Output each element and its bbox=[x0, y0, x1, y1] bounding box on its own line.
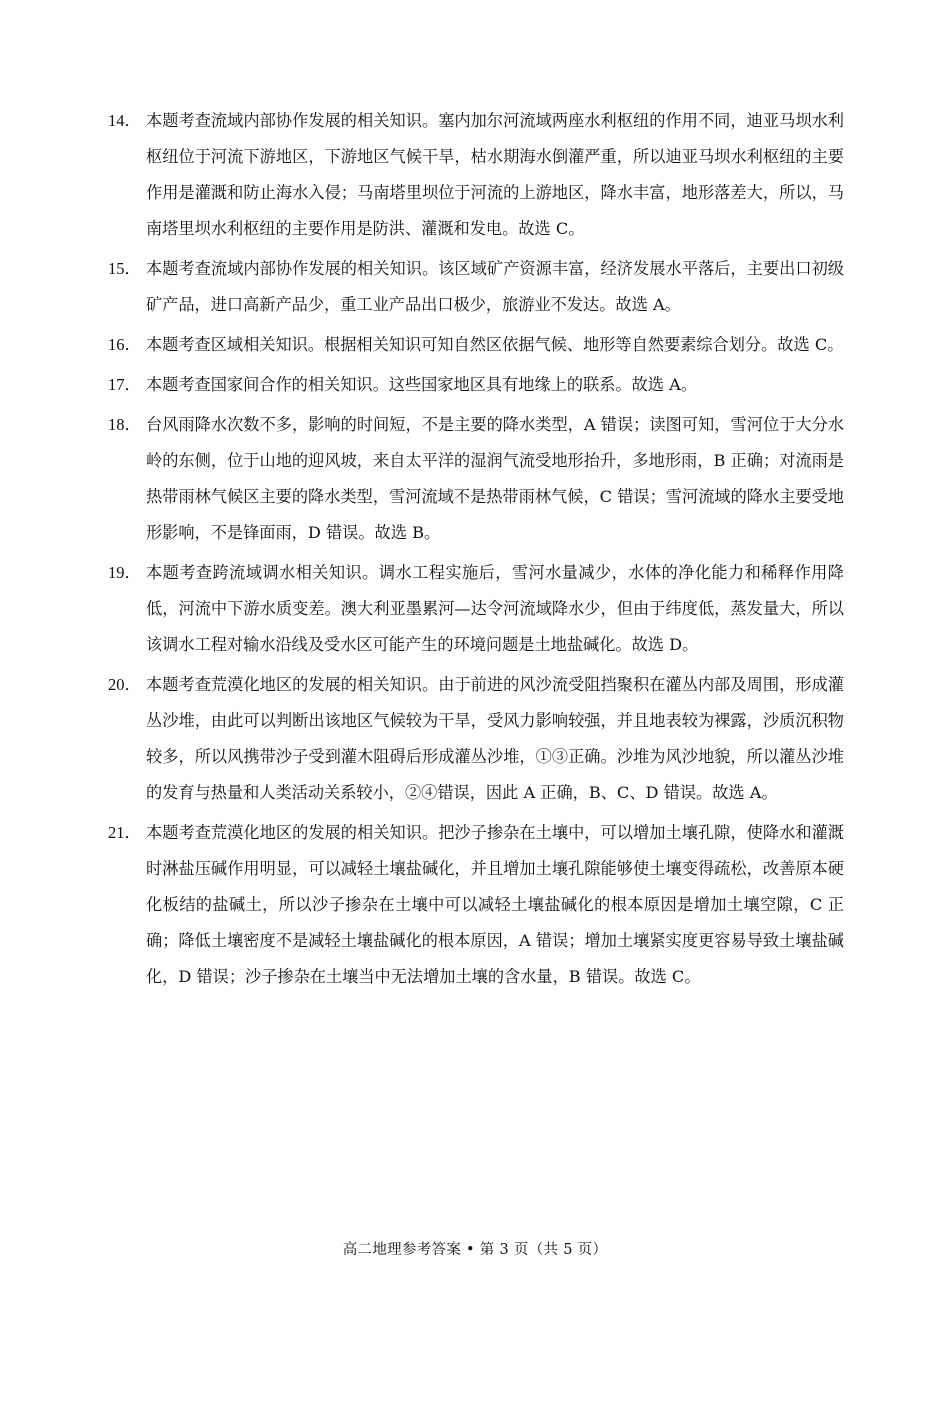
answer-text: 本题考查荒漠化地区的发展的相关知识。把沙子掺杂在土壤中，可以增加土壤孔隙，使降水和灌溉时淋盐压碱作用明显，可以减轻土壤盐碱化，并且增加土壤孔隙能够使土壤变得疏松，改善原本硬化板结的盐碱土，所以沙子掺杂在土壤中可以减轻土壤盐碱化的根本原因是增加土壤空隙，C 正确；降低土壤密度不是减轻土壤盐碱化的根本原因，A 错误；增加土壤紧实度更容易导致土壤盐碱化，D 错误；沙子掺杂在土壤当中无法增加土壤的含水量，B 错误。故选 C。 bbox=[146, 823, 844, 986]
answer-text: 本题考查流域内部协作发展的相关知识。该区域矿产资源丰富，经济发展水平落后，主要出口初级矿产品，进口高新产品少，重工业产品出口极少，旅游业不发达。故选 A。 bbox=[146, 259, 844, 314]
answer-text: 本题考查跨流域调水相关知识。调水工程实施后，雪河水量减少，水体的净化能力和稀释作用降低，河流中下游水质变差。澳大利亚墨累河—达令河流域降水少，但由于纬度低，蒸发量大，所以该调水工程对输水沿线及受水区可能产生的环境问题是土地盐碱化。故选 D。 bbox=[146, 563, 844, 654]
answer-number: 18． bbox=[108, 415, 141, 434]
answer-number: 19． bbox=[108, 563, 141, 582]
answer-item-17 bbox=[108, 367, 844, 403]
answer-item-18 bbox=[108, 407, 844, 551]
answer-item-19 bbox=[108, 555, 844, 663]
answer-item-16 bbox=[108, 327, 844, 363]
answer-number: 17． bbox=[108, 375, 141, 394]
answer-item-15 bbox=[108, 251, 844, 323]
answer-item-21 bbox=[108, 815, 844, 995]
answer-text: 本题考查流域内部协作发展的相关知识。塞内加尔河流域两座水利枢纽的作用不同，迪亚马坝水利枢纽位于河流下游地区，下游地区气候干旱，枯水期海水倒灌严重，所以迪亚马坝水利枢纽的主要作用是灌溉和防止海水入侵；马南塔里坝位于河流的上游地区，降水丰富，地形落差大，所以，马南塔里坝水利枢纽的主要作用是防洪、灌溉和发电。故选 C。 bbox=[146, 111, 844, 238]
answer-number: 20． bbox=[108, 675, 141, 694]
page-footer: 高二地理参考答案 • 第 3 页（共 5 页） bbox=[342, 1242, 608, 1258]
answer-number: 14． bbox=[108, 111, 141, 130]
answer-item-20 bbox=[108, 667, 844, 811]
answer-number: 16． bbox=[108, 335, 141, 354]
answer-item-14 bbox=[108, 103, 844, 247]
answer-number: 15． bbox=[108, 259, 141, 278]
answer-text: 台风雨降水次数不多，影响的时间短，不是主要的降水类型，A 错误；读图可知，雪河位于大分水岭的东侧，位于山地的迎风坡，来自太平洋的湿润气流受地形抬升，多地形雨，B 正确；对流雨是热带雨林气候区主要的降水类型，雪河流域不是热带雨林气候，C 错误；雪河流域的降水主要受地形影响，不是锋面雨，D 错误。故选 B。 bbox=[146, 415, 844, 542]
answer-text: 本题考查国家间合作的相关知识。这些国家地区具有地缘上的联系。故选 A。 bbox=[146, 375, 698, 394]
answer-text: 本题考查荒漠化地区的发展的相关知识。由于前进的风沙流受阻挡聚积在灌丛内部及周围，形成灌丛沙堆，由此可以判断出该地区气候较为干旱，受风力影响较强，并且地表较为裸露，沙质沉积物较多，所以风携带沙子受到灌木阻碍后形成灌丛沙堆，①③正确。沙堆为风沙地貌，所以灌丛沙堆的发育与热量和人类活动关系较小，②④错误，因此 A 正确，B、C、D 错误。故选 A。 bbox=[146, 675, 844, 802]
answer-list bbox=[108, 103, 844, 999]
answer-text: 本题考查区域相关知识。根据相关知识可知自然区依据气候、地形等自然要素综合划分。故选 C。 bbox=[146, 335, 844, 354]
answer-number: 21． bbox=[108, 823, 141, 842]
